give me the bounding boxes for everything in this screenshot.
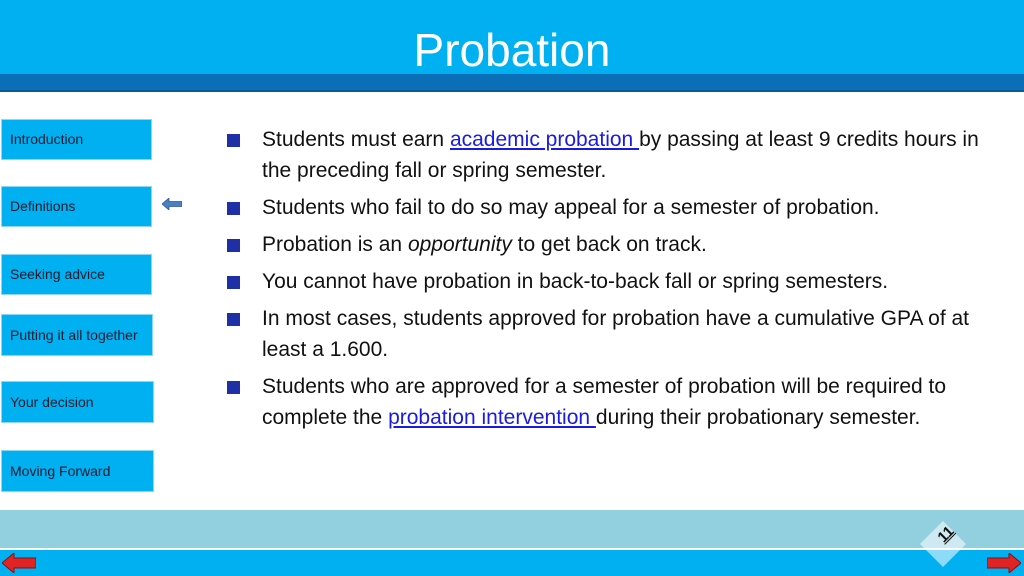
- nav-button-seeking-advice[interactable]: [1, 254, 152, 295]
- nav-button-label: Putting it all together: [10, 326, 138, 343]
- bullet-text: Students who are approved for a semester of probation will be required to complete the: [262, 375, 947, 429]
- nav-button-label: Introduction: [10, 131, 84, 147]
- nav-button-label: Seeking advice: [10, 266, 105, 282]
- nav-button-definitions[interactable]: [1, 186, 152, 227]
- left-arrow-icon: [162, 198, 182, 210]
- bullet-text: during their probationary semester.: [595, 406, 921, 429]
- bullet-marker: [227, 239, 240, 252]
- nav-button-label: Definitions: [10, 198, 76, 214]
- list-item: [226, 229, 996, 260]
- emphasis-text: opportunity: [407, 233, 512, 256]
- bullet-marker: [227, 202, 240, 215]
- nav-button-label: Moving Forward: [10, 462, 111, 479]
- bullet-marker: [227, 134, 240, 147]
- bullet-text: by passing at least 9 credits hours in the preceding fall or spring semester.: [262, 128, 979, 182]
- bullet-text: In most cases, students approved for probation have a cumulative GPA of at least a 1.600.: [262, 307, 970, 361]
- bullet-text: Probation is an: [262, 233, 408, 256]
- list-item: [226, 192, 996, 223]
- nav-button-label: Your decision: [10, 393, 94, 410]
- bullet-text: to get back on track.: [511, 233, 707, 256]
- nav-button-putting-it-all-together[interactable]: [1, 314, 153, 356]
- page-title: Probation: [413, 24, 611, 76]
- nav-button-moving-forward[interactable]: [1, 450, 154, 492]
- page-number: 11: [934, 522, 958, 547]
- footer-bar: [0, 550, 1024, 576]
- header-divider: [0, 90, 1024, 92]
- bullet-marker: [227, 381, 240, 394]
- list-item: [226, 371, 996, 433]
- bullet-text: You cannot have probation in back-to-back fall or spring semesters.: [262, 270, 889, 293]
- list-item: [226, 266, 996, 297]
- nav-button-introduction[interactable]: [1, 119, 152, 160]
- bullet-text: Students must earn: [262, 128, 450, 151]
- bullet-list: [226, 124, 996, 439]
- academic-probation-link[interactable]: academic probation: [449, 128, 640, 151]
- footer-band: [0, 510, 1024, 548]
- list-item: [226, 124, 996, 186]
- nav-button-your-decision[interactable]: [1, 381, 154, 423]
- bullet-marker: [227, 313, 240, 326]
- bullet-text: Students who fail to do so may appeal for a semester of probation.: [262, 196, 880, 219]
- list-item: [226, 303, 996, 365]
- bullet-marker: [227, 276, 240, 289]
- probation-intervention-link[interactable]: probation intervention: [388, 406, 596, 429]
- red-right-arrow-icon[interactable]: [987, 553, 1021, 573]
- red-left-arrow-icon[interactable]: [2, 553, 36, 573]
